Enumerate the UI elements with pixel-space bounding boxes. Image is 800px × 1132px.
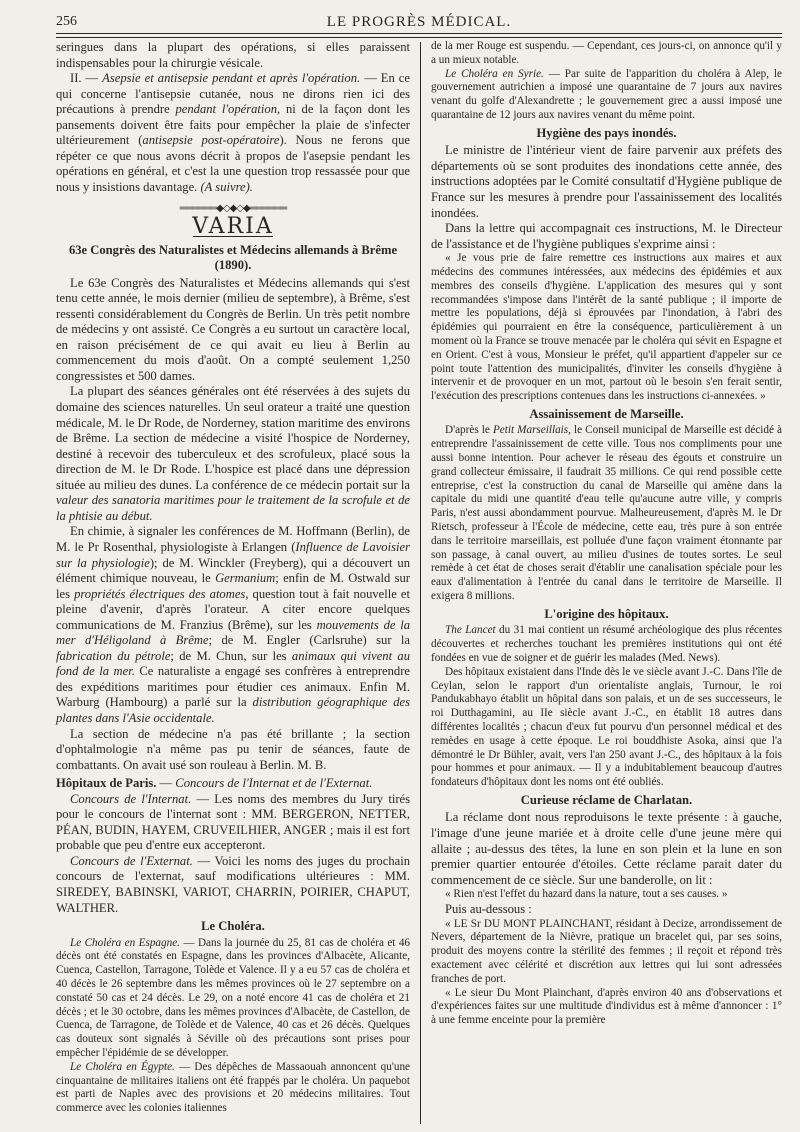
quoted-paragraph: « LE Sr DU MONT PLAINCHANT, résidant à Decize, arrondissement de Nevers, département de la Nièvre, pratique un bracelet qui, par ses soins, produit des moyens contre la stérilité des femmes ; il reçoit et répond très exactement avec célérité et discrétion aux lettres qui lui sont adressées franches de port. — [431, 917, 782, 985]
paragraph: Le 63e Congrès des Naturalistes et Médecins allemands qui s'est tenu cette année, le mois dernier (milieu de septembre), à Brême, s'est ressenti considérablement du Congrès de Berlin. Un très petit nombre de médecins y ont assisté. Ce Congrès a eu surtout un caractère local, en raison précisément de ce qui avait eu lieu à Berlin au commencement du mois d'août. On a compté seulement 1,250 congressistes et 500 dames. — [56, 275, 410, 383]
article-heading-hopitaux: Hôpitaux de Paris. — Concours de l'Internat et de l'Externat. — [56, 776, 373, 791]
running-header — [56, 14, 782, 34]
article-title: Curieuse réclame de Charlatan. — [520, 792, 693, 807]
left-column — [56, 40, 410, 1116]
article-title: Hygiène des pays inondés. — [536, 125, 677, 140]
paragraph: de la mer Rouge est suspendu. — Cependant, ces jours-ci, on annonce qu'il y a un mieux notable. — [431, 40, 782, 66]
paragraph: Des hôpitaux existaient dans l'Inde dès le ve siècle avant J.-C. Dans l'île de Ceylan, selon le rapport d'un orientaliste anglais, Turnour, le roi Pandukabhayo établit un hôpital dans son palais, et un de ses successeurs, le roi Dutthagamini, au IIe siècle avant J.-C., en établit 18 autres dans différentes localités ; chacun d'eux fut pourvu d'un personnel médical et des remèdes en usage à cette époque. Le roi bouddhiste Asoka, ainsi que l'a démontré le Dr Bühler, avait, vers l'an 250 avant J.-C., des hôpitaux à la fois pour hommes et pour animaux. — Il y a indubitablement beaucoup d'autres fondateurs d'hôpitaux dont les noms ont été oubliés. — [431, 665, 782, 789]
paragraph: La plupart des séances générales ont été réservées à des sujets du domaine des sciences naturelles. Un seul orateur a traité une question médicale, M. le Dr Rode, de Norderney, station maritime des environs de Brême. La section de médecine a visité l'hospice de Norderney, destiné à recevoir des tuberculeux et des scrofuleux, placé sous la direction de M. le Dr Rode. L'hospice est placé dans une dépression située au milieu des dunes. La conférence de ce médecin portait sur la valeur des sanatoria maritimes pour le traitement de la scrofule et de la phtisie au début. — [56, 384, 410, 523]
paragraph: Concours de l'Internat. — Les noms des membres du Jury tirés pour le concours de l'internat sont : MM. BERGERON, NETTER, PÉAN, BUDIN, HAYEM, CRUVEILHIER, ANGER ; mais il est fort probable que peu d'entre eux accepteront. — [56, 791, 411, 853]
to-be-continued: (A suivre). — [200, 179, 253, 194]
paragraph: La section de médecine n'a pas été brillante ; la section d'ophtalmologie n'a même pas pu tenir de séances, faute de combattants. On avait usé son rouleau à Berlin. M. B. — [56, 726, 410, 772]
article-title: 63e Congrès des Naturalistes et Médecins allemands à Brême (1890). — [68, 242, 398, 273]
paragraph: D'après le Petit Marseillais, le Conseil municipal de Marseille est décidé à entreprendre l'assainissement de cette ville. Tous nos compliments pour une aussi bonne intention. Pour achever le réseau des égouts et construire un grand collecteur émissaire, il faudrait 35 millions. Ce qui rend possible cette entreprise, c'est la construction du canal de Marseille qui amène dans la capitale du midi une quantité d'eau telle qu'aucune autre ville, y compris Paris, n'est aussi abondamment pourvue. Malheureusement, d'après M. le Dr Rietsch, professeur à l'École de médecine, cette eau, très pure à son entrée dans le territoire marseillais, est polluée d'une façon vraiment étonnante par son passage, à canal ouvert, au milieu d'usines de toutes sortes. Le seul remède à cet état de choses serait d'établir une canalisation spéciale pour les eaux d'alimentation à l'entrée du canal dans le territoire de Marseille. Il exigera 8 millions. — [431, 424, 782, 603]
quoted-paragraph: « Je vous prie de faire remettre ces instructions aux maires et aux médecins des communes intéressées, aux médecins des épidémies et aux membres des conseils d'hygiène. L'application des mesures qui y sont recommandées s'impose dans l'intérêt de la santé publique ; il importe de mettre les populations, déjà si éprouvées par l'inondation, à l'abri des épidémies qui pourraient en être la conséquence, particulièrement à un moment où la France se trouve menacée par le choléra qui sévit en Espagne et en Orient. C'est à vous, Monsieur le préfet, qu'il appartient d'appeler sur ce point toute l'attention des municipalités, d'inviter les conseils d'hygiène à intervenir et de provoquer en un mot, partout où le besoin s'en ferait sentir, l'exécution des prescriptions contenues dans les instructions ci-annexées. » — [431, 252, 782, 403]
paragraph: The Lancet du 31 mai contient un résumé archéologique des plus récentes découvertes et recherches touchant les premières institutions qui ont été fondées en vue de soigner et de guérir les malades (Med. News). — [431, 624, 782, 664]
article-title: Assainissement de Marseille. — [529, 406, 684, 421]
paragraph: Concours de l'Externat. — Voici les noms des juges du prochain concours de l'externat, sauf modifications ultérieures : MM. SIREDEY, BABINSKI, VARIOT, CHARRIN, POIRIER, CHAPUT, WALTHER. — [56, 853, 410, 915]
paragraph-asepsie: II. — Asepsie et antisepsie pendant et après l'opération. — En ce qui concerne l'antisepsie cutanée, nous ne dirons rien ici des précautions à prendre pendant l'opération, ni de la façon dont les pansements doivent être faits pour empêcher la plaie de s'infecter ultérieurement (antisepsie post-opératoire). Nous ne ferons que répéter ce que nous avons décrit à propos de l'asepsie pendant les opérations en général, et c'est la une question trop ressassée pour que nous y insistions davantage. (A suivre). — [56, 71, 410, 194]
header-rule-thin — [56, 37, 782, 38]
author-signature: M. B. — [297, 757, 327, 772]
paragraph: Le Choléra en Espagne. — Dans la journée du 25, 81 cas de choléra et 46 décès ont été constatés en Espagne, dans les provinces d'Albacète, Alicante, Cuenca, Castellon, Tarragone, Tolède et Valence. Il y a eu 57 cas de choléra et 40 décès le 26 septembre dans les mêmes provinces où le 27 septembre on a constaté 50 cas et 24 décès. Le 29, on a noté encore 41 cas de choléra et 21 décès ; et le 30 octobre, dans les mêmes provinces d'Albacète, de Castellon, de Cuenca, de Tarragone, de Tolède et de Valence, 40 cas et 26 décès. Quelques cas douteux sont signalés à Séville où des précautions sont prises pour empêcher l'épidémie de se développer. — [56, 936, 411, 1059]
paragraph: Puis au-dessous : — [445, 902, 532, 917]
article-title: Le Choléra. — [201, 919, 265, 934]
paragraph: Le Choléra en Syrie. — Par suite de l'apparition du choléra à Alep, le gouvernement autrichien a imposé une quarantaine de 7 jours aux navires venant du golfe d'Alexandrette ; le gouvernement grec a aussi imposé une quarantaine de 12 jours aux navires venant du même point. — [431, 67, 783, 121]
quoted-paragraph: « Le sieur Du Mont Plainchant, d'après environ 40 ans d'observations et d'expériences faites sur une multitude d'individus est à même d'annoncer : 1° à une femme enceinte pour la première — [431, 986, 782, 1027]
paragraph: Le ministre de l'intérieur vient de faire parvenir aux préfets des départements où se sont produites des inondations cette année, des instructions adoptées par le Comité consultatif d'Hygiène publique de France sur les mesures à prendre pour l'assainissement des localités inondées. — [431, 143, 782, 220]
section-heading-italic: Asepsie et antisepsie pendant et après l'opération. — [102, 71, 361, 86]
journal-title: LE PROGRÈS MÉDICAL. — [326, 14, 512, 30]
paragraph: La réclame dont nous reproduisons le texte présente : à gauche, l'image d'une jeune mariée et à droite celle d'une jeune mère qui allaite ; au-dessus des têtes, la lune en son plein et la lune en son premier quartier entourée d'étoiles. Cette réclame parait dater du commencement de ce siècle. Sur une banderolle, on lit : — [431, 810, 782, 887]
column-divider — [420, 42, 421, 1124]
header-rule-thick — [56, 33, 782, 34]
ornament-divider: ══════◆◇◆◇◆══════ — [179, 203, 287, 215]
section-title-varia: VARIA — [192, 214, 274, 240]
quoted-motto: « Rien n'est l'effet du hazard dans la nature, tout a ses causes. » — [445, 888, 728, 901]
paragraph: En chimie, à signaler les conférences de M. Hoffmann (Berlin), de M. le Pr Rosenthal, physiologiste à Erlangen (Influence de Lavoisier sur la physiologie); de M. Winckler (Freyberg), qui a découvert un élément chimique nouveau, le Germanium; enfin de M. Ostwald sur les propriétés électriques des atomes, question tout à fait nouvelle et pleine d'avenir, d'après l'orateur. A citer encore quelques communications de M. Franzius (Brême), sur les mouvements de la mer d'Héligoland à Brême; de M. Engler (Carlsruhe) sur la fabrication du pétrole; de M. Chun, sur les animaux qui vivent au fond de la mer. Ce naturaliste a engagé ses confrères à entreprendre des expéditions maritimes pour étudier ces animaux. Enfin M. Warburg (Hambourg) a parlé sur la distribution géographique des plantes dans l'Asie occidentale. — [56, 524, 411, 725]
paragraph: Dans la lettre qui accompagnait ces instructions, M. le Directeur de l'assistance et de l'hygiène publiques s'exprime ainsi : — [431, 221, 782, 251]
paragraph: Le Choléra en Égypte. — Des dépêches de Massaouah annoncent qu'une cinquantaine de militaires italiens ont été frappés par le choléra. Un paquebot est parti de Naples avec des provisions et 20 médecins militaires. Tout commerce avec les colonies italiennes — [56, 1060, 410, 1115]
right-column — [431, 40, 782, 1028]
article-title: L'origine des hôpitaux. — [544, 606, 669, 621]
paragraph: seringues dans la plupart des opérations, si elles paraissent indispensables pour la chirurgie vésicale. — [56, 40, 410, 70]
page-number: 256 — [56, 14, 77, 29]
